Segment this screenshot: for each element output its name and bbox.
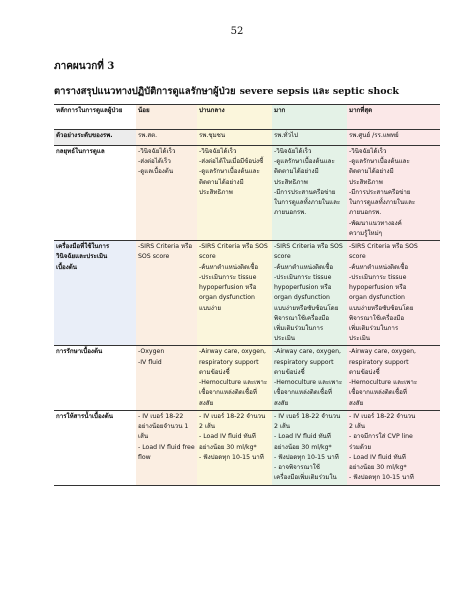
cell-line: score [349,253,366,261]
cell-line: ประเมิน [349,335,370,343]
cell-line: แบบง่ายหรือซับซ้อนโดย [274,304,339,312]
cell-line: -IV fluid [138,358,162,366]
cell-line: เพิ่มเติมร่วมในการ [274,324,324,332]
table-row-initial-treatment [54,346,440,410]
table-cell [197,146,272,241]
cell-line: hypoperfusion หรือ [349,284,407,292]
appendix-title: ภาคผนวกที่ 3 [54,61,115,72]
row-label [54,346,136,410]
cell-line: อย่างน้อย 30 ml/kg* [274,443,332,451]
cell-line: - IV เบอร์ 18-22 [138,412,184,420]
cell-line: - IV เบอร์ 18-22 จำนวน [274,412,341,420]
cell-line: ภายนอกรพ. [349,209,382,217]
table-cell [136,410,197,485]
table-cell [272,130,347,146]
cell-line: -ค้นหาตำแหน่งติดเชื้อ [274,263,334,271]
cell-line: ติดตามได้อย่างมี [199,178,244,186]
cell-line: -มีการประสานครือข่าย [349,188,411,196]
cell-line: แบบง่ายหรือซับซ้อนโดย [349,304,414,312]
cell-line: -Hemoculture และเพาะ [274,379,343,387]
cell-line: ประสิทธิภาพ [274,178,308,186]
cell-line: 2 เส้น [349,423,366,431]
cell-line: อย่างน้อย 30 ml/kg* [199,443,257,451]
page-number: 52 [230,26,244,37]
table-cell [136,241,197,346]
cell-line: รพ.ทั่วไป [274,132,298,139]
header-level-medium: ปานกลาง [197,105,272,130]
cell-line: ภายนอกรพ. [274,209,307,217]
row-label [54,410,136,485]
row-label-line: กลยุทธ์ในการดูแล [56,148,105,155]
row-label-line: ตัวอย่างระดับของรพ. [56,132,113,139]
table-cell [197,130,272,146]
cell-line: respiratory support [199,358,259,366]
table-cell [347,146,440,241]
cell-line: -ดูแลเบื้องต้น [138,168,174,176]
cell-line: -SIRS Criteria หรือ SOS [199,243,268,251]
cell-line: - ฟังปอดทุก 10-15 นาที [274,453,339,461]
cell-line: -ค้นหาตำแหน่งติดเชื้อ [199,263,259,271]
cell-line: ในการดูแลทั้งภายในและ [349,199,416,207]
cell-line: ตามข้อบ่งชี้ [274,368,305,376]
cell-line: 2 เส้น [274,423,291,431]
cell-line: -ส่งต่อได้เร็ว [138,158,171,166]
table-cell [347,346,440,410]
cell-line: อย่างน้อย 30 ml/kg* [349,464,407,472]
cell-line: เชื้อจากแหล่งติดเชื้อที่ [199,389,257,397]
table-cell [272,146,347,241]
cell-line: -ดูแลรักษาเบื้องต้นและ [274,158,335,166]
table-cell [272,346,347,410]
cell-line: ประเมิน [274,335,295,343]
cell-line: -วินิจฉัยได้เร็ว [138,148,176,155]
table-row-hospital-level [54,130,440,146]
cell-line: -Hemoculture และเพาะ [199,379,268,387]
cell-line: hypoperfusion หรือ [274,284,332,292]
row-label [54,146,136,241]
cell-line: -ส่งต่อได้ในเมื่อมีข้อบ่งชี้ [199,158,264,166]
cell-line: ประสิทธิภาพ [349,178,383,186]
header-principle: หลักการในการดูแลผู้ป่วย [54,105,136,130]
cell-line: - Load IV fluid free [138,443,195,451]
table-header-row [54,105,440,130]
header-level-high: มาก [272,105,347,130]
cell-line: score [199,253,216,261]
table-cell [347,241,440,346]
cell-line: -ประเมินการะ tissue [349,273,407,281]
cell-line: ร่วมด้วย [349,443,371,451]
cell-line: flow [138,453,151,461]
cell-line: -ประเมินการะ tissue [274,273,332,281]
cell-line: แบบง่าย [199,304,221,312]
cell-line: สงสัย [274,399,289,407]
cell-line: organ dysfunction [199,294,255,302]
cell-line: อย่างน้อยจำนวน 1 [138,423,189,431]
document-title [54,84,399,99]
cell-line: -Hemoculture และเพาะ [349,379,418,387]
cell-line: - อาจพิจารณาใช้ [274,464,320,472]
cell-line: - IV เบอร์ 18-22 จำนวน [199,412,266,420]
cell-line: -วินิจฉัยได้เร็ว [199,148,237,155]
cell-line: -ค้นหาตำแหน่งติดเชื้อ [349,263,409,271]
cell-line: รพ.ศูนย์ /รร.แพทย์ [349,132,399,139]
table-cell [197,410,272,485]
cell-line: สงสัย [199,399,214,407]
table-cell [136,146,197,241]
cell-line: พิจารณาใช้เครื่องมือ [349,314,405,322]
cell-line: hypoperfusion หรือ [199,284,257,292]
cell-line: -มีการประสานครือข่าย [274,188,336,196]
cell-line: รพ.ชุมชน [199,132,226,139]
cell-line: respiratory support [349,358,409,366]
cell-line: - ฟังปอดทุก 10-15 นาที [349,474,414,482]
cell-line: -พัฒนาแนวทางองค์ [349,219,402,227]
cell-line: พิจารณาใช้เครื่องมือ [274,314,330,322]
cell-line: organ dysfunction [274,294,330,302]
cell-line: เครื่องมือเพิ่มเติมร่วมใน [274,474,337,482]
cell-line: เชื้อจากแหล่งติดเชื้อที่ [349,389,407,397]
cell-line: respiratory support [274,358,334,366]
table-cell [272,410,347,485]
cell-line: เชื้อจากแหล่งติดเชื้อที่ [274,389,332,397]
cell-line: -Airway care, oxygen, [349,348,416,356]
cell-line: 2 เส้น [199,423,216,431]
table-body [54,130,440,486]
cell-line: -SIRS Criteria หรือ SOS [274,243,343,251]
row-label-line: การรักษาเบื้องต้น [56,348,103,356]
table-cell [136,346,197,410]
cell-line: ความรู้ใหม่ๆ [349,229,382,237]
table-row-strategy [54,146,440,241]
cell-line: -Airway care, oxygen, [274,348,341,356]
table-cell [347,410,440,485]
cell-line: -ประเมินการะ tissue [199,273,257,281]
header-level-low: น้อย [136,105,197,130]
cell-line: - Load IV fluid ทันที [274,433,331,441]
cell-line: -วินิจฉัยได้เร็ว [274,148,312,155]
cell-line: เพิ่มเติมร่วมในการ [349,324,399,332]
cell-line: score [274,253,291,261]
document-title-english: severe sepsis และ septic shock [239,86,399,97]
cell-line: - อาจมีการใส่ CVP line [349,433,413,441]
document-title-thai: ตารางสรุปแนวทางปฏิบัติการดูแลรักษาผู้ป่วย [54,86,236,97]
sepsis-care-summary-table [54,104,440,486]
table-cell [272,241,347,346]
row-label-line: การให้สารน้ำเบื้องต้น [56,412,113,420]
row-label-line: วินิจฉัยและประเมิน [56,253,108,261]
cell-line: ประสิทธิภาพ [199,188,233,196]
table-cell [136,130,197,146]
cell-line: เส้น [138,433,149,441]
cell-line: ติดตามได้อย่างมี [274,168,319,176]
cell-line: - Load IV fluid ทันที [199,433,256,441]
cell-line: ตามข้อบ่งชี้ [349,368,380,376]
row-label-line: เครื่องมือที่ใช้ในการ [56,243,110,251]
cell-line: -Oxygen [138,348,165,356]
table-row-initial-fluid [54,410,440,485]
cell-line: ตามข้อบ่งชี้ [199,368,230,376]
cell-line: -ดูแลรักษาเบื้องต้นและ [349,158,410,166]
header-level-highest: มากที่สุด [347,105,440,130]
cell-line: -ดูแลรักษาเบื้องต้นและ [199,168,260,176]
cell-line: สงสัย [349,399,364,407]
cell-line: -วินิจฉัยได้เร็ว [349,148,387,155]
cell-line: -SIRS Criteria หรือ SOS [349,243,418,251]
row-label [54,130,136,146]
table-cell [347,130,440,146]
cell-line: SOS score [138,253,170,261]
cell-line: ติดตามได้อย่างมี [349,168,394,176]
row-label [54,241,136,346]
cell-line: - ฟังปอดทุก 10-15 นาที [199,453,264,461]
table-cell [197,241,272,346]
cell-line: organ dysfunction [349,294,405,302]
table-row-diagnostic-tools [54,241,440,346]
row-label-line: เบื้องต้น [56,263,78,271]
table-cell [197,346,272,410]
cell-line: ในการดูแลทั้งภายในและ [274,199,341,207]
cell-line: -SIRS Criteria หรือ [138,243,193,251]
cell-line: รพ.สต. [138,132,158,139]
cell-line: -Airway care, oxygen, [199,348,266,356]
cell-line: - IV เบอร์ 18-22 จำนวน [349,412,416,420]
cell-line: - Load IV fluid ทันที [349,453,406,461]
